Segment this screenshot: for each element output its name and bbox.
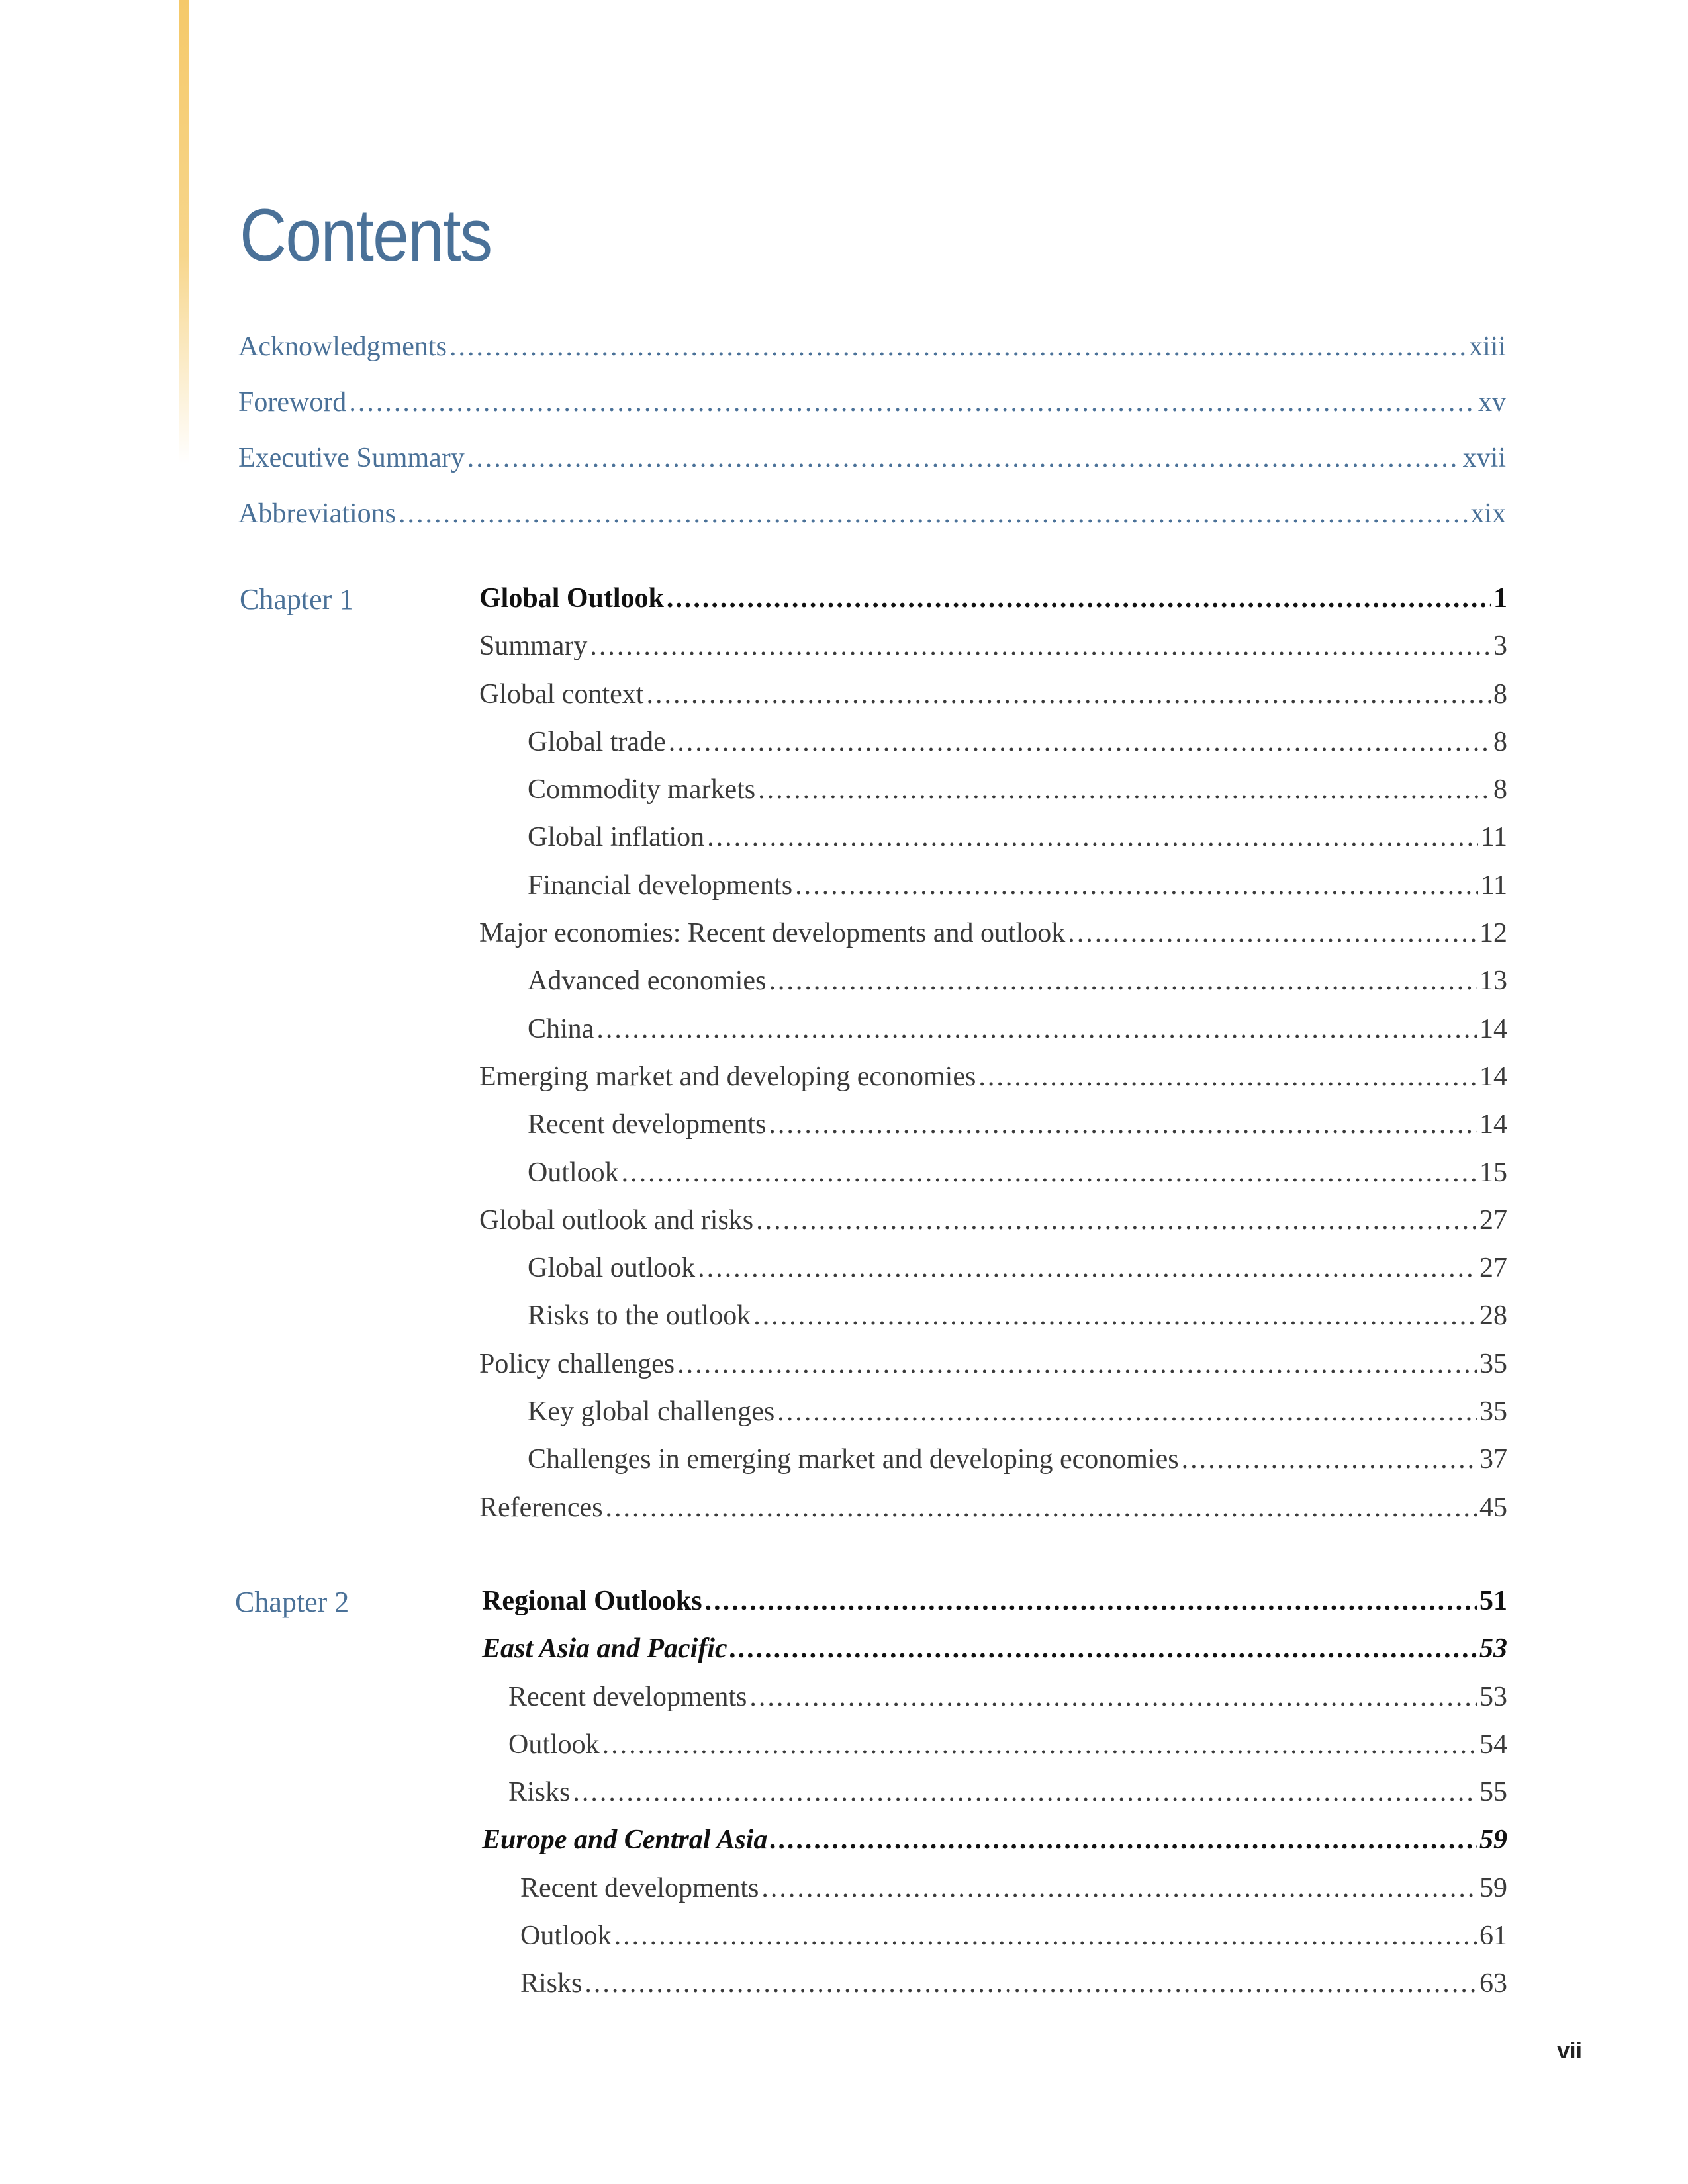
toc-page-number: 1	[1493, 583, 1507, 614]
dot-leader	[602, 1729, 1477, 1760]
toc-page-number: 12	[1479, 918, 1507, 949]
toc-entry-label: Commodity markets	[528, 774, 756, 805]
toc-page-number: xvii	[1462, 443, 1506, 473]
toc-page-number: 14	[1479, 1013, 1507, 1044]
toc-entry-label: Global outlook and risks	[479, 1205, 754, 1236]
toc-entry-label: Risks	[508, 1777, 571, 1808]
dot-leader	[667, 582, 1491, 614]
toc-subentry[interactable]	[479, 1396, 1507, 1443]
toc-subentry[interactable]	[479, 1252, 1507, 1300]
toc-entry-acknowledgments[interactable]	[238, 331, 1506, 387]
toc-entry-label: Emerging market and developing economies	[479, 1061, 976, 1092]
toc-page-number: 59	[1479, 1825, 1507, 1856]
toc-page-number: 14	[1479, 1061, 1507, 1092]
chapter-1-label: Chapter 1	[240, 583, 354, 615]
toc-entry-label: Europe and Central Asia	[482, 1825, 768, 1856]
toc-entry-label: Executive Summary	[238, 443, 465, 473]
toc-entry-label: Outlook	[528, 1157, 619, 1188]
toc-page-number: 63	[1479, 1968, 1507, 1999]
toc-entry-label: Outlook	[520, 1921, 612, 1952]
toc-entry-chapter-heading[interactable]	[482, 1585, 1507, 1633]
toc-subentry[interactable]	[479, 1109, 1507, 1156]
toc-subentry[interactable]	[482, 1968, 1507, 2015]
toc-entry-label: Abbreviations	[238, 498, 396, 529]
toc-page-number: 37	[1479, 1444, 1507, 1475]
dot-leader	[770, 1824, 1477, 1856]
toc-entry-label: Major economies: Recent developments and outlook	[479, 918, 1066, 949]
dot-leader	[978, 1061, 1477, 1093]
dot-leader	[622, 1157, 1477, 1189]
toc-page-number: 11	[1480, 870, 1507, 901]
toc-page-number: 28	[1479, 1300, 1507, 1332]
toc-entry-label: Risks	[520, 1968, 583, 1999]
toc-entry-label: Recent developments	[520, 1872, 759, 1903]
toc-entry[interactable]	[479, 1061, 1507, 1109]
dot-leader	[606, 1492, 1477, 1524]
toc-subentry[interactable]	[479, 726, 1507, 774]
toc-page-number: 8	[1493, 678, 1507, 709]
dot-leader	[1068, 917, 1477, 949]
dot-leader	[705, 1585, 1477, 1617]
dot-leader	[677, 1348, 1477, 1380]
dot-leader	[467, 442, 1460, 474]
toc-entry-label: Financial developments	[528, 870, 793, 901]
chapter-1-entries	[479, 582, 1507, 1539]
dot-leader	[753, 1300, 1477, 1332]
toc-entry[interactable]	[479, 630, 1507, 678]
toc-subentry[interactable]	[479, 870, 1507, 917]
toc-page-number: 27	[1479, 1205, 1507, 1236]
toc-page-number: 55	[1479, 1777, 1507, 1808]
toc-entry[interactable]	[479, 1205, 1507, 1252]
toc-page-number: 14	[1479, 1109, 1507, 1140]
dot-leader	[573, 1776, 1477, 1808]
chapter-2-label: Chapter 2	[235, 1586, 350, 1618]
toc-entry-label: Outlook	[508, 1729, 600, 1760]
toc-entry-label: References	[479, 1492, 603, 1523]
dot-leader	[1182, 1443, 1477, 1475]
toc-page-number: 54	[1479, 1729, 1507, 1760]
toc-subentry[interactable]	[479, 965, 1507, 1013]
toc-entry-label: Advanced economies	[528, 966, 767, 997]
toc-entry-foreword[interactable]	[238, 387, 1506, 442]
toc-page-number: 45	[1479, 1492, 1507, 1523]
toc-page-number: xv	[1478, 387, 1506, 418]
toc-entry-label: Global outlook	[528, 1253, 696, 1284]
toc-entry-label: Global context	[479, 678, 644, 709]
toc-entry[interactable]	[479, 1348, 1507, 1396]
toc-subentry[interactable]	[479, 1157, 1507, 1205]
dot-leader	[756, 1205, 1477, 1236]
toc-page-number: 11	[1480, 822, 1507, 853]
toc-subentry[interactable]	[479, 1443, 1507, 1491]
toc-subentry[interactable]	[482, 1729, 1507, 1776]
toc-entry-label: Global trade	[528, 726, 666, 757]
toc-subentry[interactable]	[479, 774, 1507, 821]
toc-entry-label: Recent developments	[508, 1681, 747, 1712]
toc-subentry[interactable]	[482, 1776, 1507, 1824]
front-matter-list	[238, 331, 1506, 553]
toc-entry-label: East Asia and Pacific	[482, 1633, 727, 1664]
toc-entry-abbreviations[interactable]	[238, 498, 1506, 553]
toc-page-number: 8	[1493, 774, 1507, 805]
toc-entry-label: China	[528, 1013, 594, 1044]
dot-leader	[769, 965, 1477, 997]
page-number: vii	[1557, 2038, 1582, 2064]
toc-subentry[interactable]	[479, 1013, 1507, 1061]
toc-page-number: 35	[1479, 1396, 1507, 1428]
toc-entry-chapter-heading[interactable]	[479, 582, 1507, 630]
dot-leader	[590, 630, 1491, 662]
toc-entry-label: Summary	[479, 631, 588, 662]
dot-leader	[585, 1968, 1477, 1999]
toc-page-number: 51	[1479, 1586, 1507, 1616]
toc-entry-label: Global Outlook	[479, 583, 664, 614]
dot-leader	[777, 1396, 1477, 1428]
dot-leader	[669, 726, 1491, 758]
chapter-2-entries	[482, 1585, 1507, 2016]
toc-entry[interactable]	[479, 1492, 1507, 1539]
toc-entry-executive-summary[interactable]	[238, 442, 1506, 498]
toc-entry-label: Key global challenges	[528, 1396, 775, 1428]
toc-subentry[interactable]	[482, 1920, 1507, 1968]
dot-leader	[769, 1109, 1477, 1140]
toc-page-number: xix	[1470, 498, 1506, 529]
toc-subentry[interactable]	[482, 1681, 1507, 1729]
dot-leader	[449, 331, 1466, 363]
toc-page-number: xiii	[1468, 332, 1506, 362]
toc-entry-region[interactable]	[482, 1824, 1507, 1872]
toc-page-number: 27	[1479, 1253, 1507, 1284]
dot-leader	[707, 821, 1477, 853]
toc-entry-label: Policy challenges	[479, 1348, 675, 1379]
dot-leader	[758, 774, 1491, 805]
toc-entry-label: Foreword	[238, 387, 347, 418]
toc-page-number: 3	[1493, 631, 1507, 662]
toc-subentry[interactable]	[479, 1300, 1507, 1347]
toc-entry-label: Acknowledgments	[238, 332, 447, 362]
dot-leader	[349, 387, 1476, 418]
dot-leader	[596, 1013, 1477, 1045]
page-title: Contents	[240, 194, 492, 277]
toc-entry-label: Challenges in emerging market and developing economies	[528, 1444, 1179, 1475]
toc-entry[interactable]	[479, 678, 1507, 726]
toc-page-number: 61	[1479, 1921, 1507, 1952]
toc-subentry[interactable]	[479, 821, 1507, 869]
toc-entry-region[interactable]	[482, 1633, 1507, 1680]
dot-leader	[749, 1681, 1477, 1713]
dot-leader	[795, 870, 1477, 901]
dot-leader	[399, 498, 1468, 529]
toc-page-number: 59	[1479, 1872, 1507, 1903]
toc-page-number: 8	[1493, 726, 1507, 757]
dot-leader	[646, 678, 1491, 710]
toc-entry-label: Regional Outlooks	[482, 1586, 702, 1616]
accent-bar	[179, 0, 189, 463]
toc-entry[interactable]	[479, 917, 1507, 965]
dot-leader	[614, 1920, 1477, 1952]
toc-entry-label: Global inflation	[528, 822, 705, 853]
dot-leader	[730, 1633, 1477, 1664]
toc-page-number: 35	[1479, 1348, 1507, 1379]
toc-page-number: 13	[1479, 966, 1507, 997]
toc-entry-label: Risks to the outlook	[528, 1300, 751, 1332]
toc-subentry[interactable]	[482, 1872, 1507, 1920]
dot-leader	[761, 1872, 1477, 1904]
toc-page-number: 53	[1479, 1633, 1507, 1664]
toc-entry-label: Recent developments	[528, 1109, 767, 1140]
toc-page-number: 15	[1479, 1157, 1507, 1188]
toc-page-number: 53	[1479, 1681, 1507, 1712]
dot-leader	[698, 1252, 1477, 1284]
